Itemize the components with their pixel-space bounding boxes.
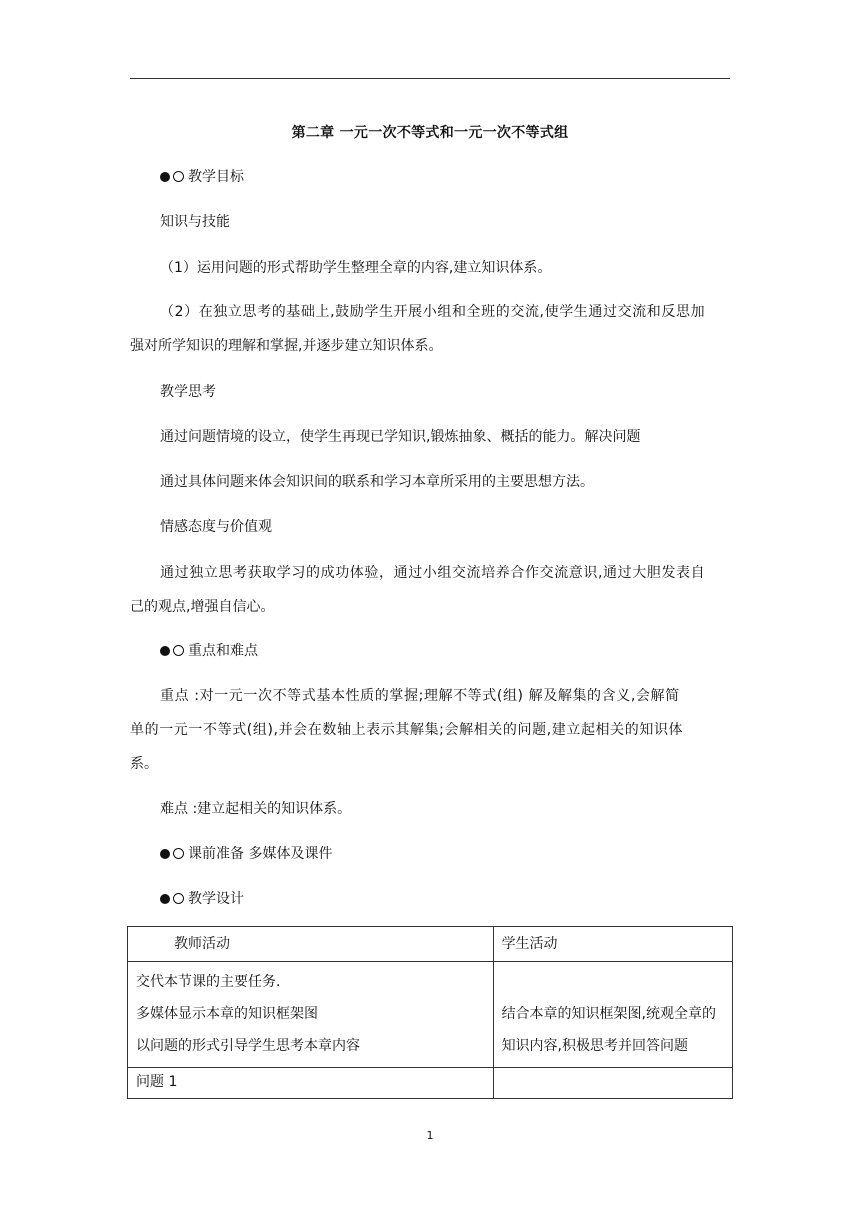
paragraph-ks-item1: （1）运用问题的形式帮助学生整理全章的内容,建立知识体系。 <box>160 260 552 276</box>
paragraph-attitude-line1: 通过独立思考获取学习的成功体验，通过小组交流培养合作交流意识,通过大胆发表自 <box>160 565 706 581</box>
header-rule <box>130 78 730 79</box>
section-heading-key-difficult <box>160 641 258 661</box>
paragraph-thinking-2: 通过具体问题来体会知识间的联系和学习本章所采用的主要思想方法。 <box>160 474 594 490</box>
table-row <box>128 962 733 1068</box>
paragraph-ks-item2-line1: （2）在独立思考的基础上,鼓励学生开展小组和全班的交流,使学生通过交流和反思加 <box>160 304 706 320</box>
header-student-activity: 学生活动 <box>493 927 732 962</box>
teacher-line: 以问题的形式引导学生思考本章内容 <box>136 1038 360 1054</box>
heading-text: 教学目标 <box>188 169 244 185</box>
student-activity-cell <box>493 962 732 1068</box>
document-title: 第二章 一元一次不等式和一元一次不等式组 <box>291 125 569 141</box>
table-row <box>128 1068 733 1099</box>
subheading-knowledge-skills: 知识与技能 <box>160 214 230 230</box>
paragraph-ks-item2-line2: 强对所学知识的理解和掌握,并逐步建立知识体系。 <box>130 338 443 354</box>
section-heading-objectives <box>160 167 244 187</box>
heading-text: 重点和难点 <box>188 643 258 659</box>
paragraph-key-line3: 系。 <box>130 756 158 772</box>
hollow-circle-icon <box>173 645 184 656</box>
paragraph-difficult: 难点 :建立起相关的知识体系。 <box>160 801 352 817</box>
hollow-circle-icon <box>173 848 184 859</box>
hollow-circle-icon <box>173 171 184 182</box>
heading-text: 教学设计 <box>188 891 244 907</box>
teacher-line: 多媒体显示本章的知识框架图 <box>136 1006 318 1022</box>
page-number: 1 <box>426 1129 434 1142</box>
paragraph-key-line1: 重点 :对一元一次不等式基本性质的掌握;理解不等式(组) 解及解集的含义,会解简 <box>160 688 680 704</box>
teacher-activity-cell: 问题 1 <box>128 1068 494 1099</box>
hollow-circle-icon <box>173 893 184 904</box>
teaching-design-table <box>127 926 733 1099</box>
table-header-row <box>128 927 733 962</box>
header-teacher-activity: 教师活动 <box>128 927 494 962</box>
student-line: 知识内容,积极思考并回答问题 <box>501 1038 689 1054</box>
heading-text: 课前准备 多媒体及课件 <box>188 846 333 862</box>
teacher-line: 交代本节课的主要任务. <box>136 974 281 990</box>
paragraph-key-line2: 单的一元一不等式(组),并会在数轴上表示其解集;会解相关的问题,建立起相关的知识体 <box>130 722 684 738</box>
student-activity-cell <box>493 1068 732 1099</box>
filled-circle-icon <box>160 849 170 859</box>
subheading-attitude: 情感态度与价值观 <box>160 519 272 535</box>
filled-circle-icon <box>160 894 170 904</box>
filled-circle-icon <box>160 172 170 182</box>
student-line: 结合本章的知识框架图,统观全章的 <box>501 1006 717 1022</box>
teacher-activity-cell <box>128 962 494 1068</box>
paragraph-attitude-line2: 己的观点,增强自信心。 <box>130 599 275 615</box>
paragraph-thinking-1: 通过问题情境的设立，使学生再现已学知识,锻炼抽象、概括的能力。解决问题 <box>160 429 641 445</box>
section-heading-design <box>160 889 244 909</box>
subheading-thinking: 教学思考 <box>160 384 216 400</box>
section-heading-prep <box>160 844 332 864</box>
filled-circle-icon <box>160 646 170 656</box>
